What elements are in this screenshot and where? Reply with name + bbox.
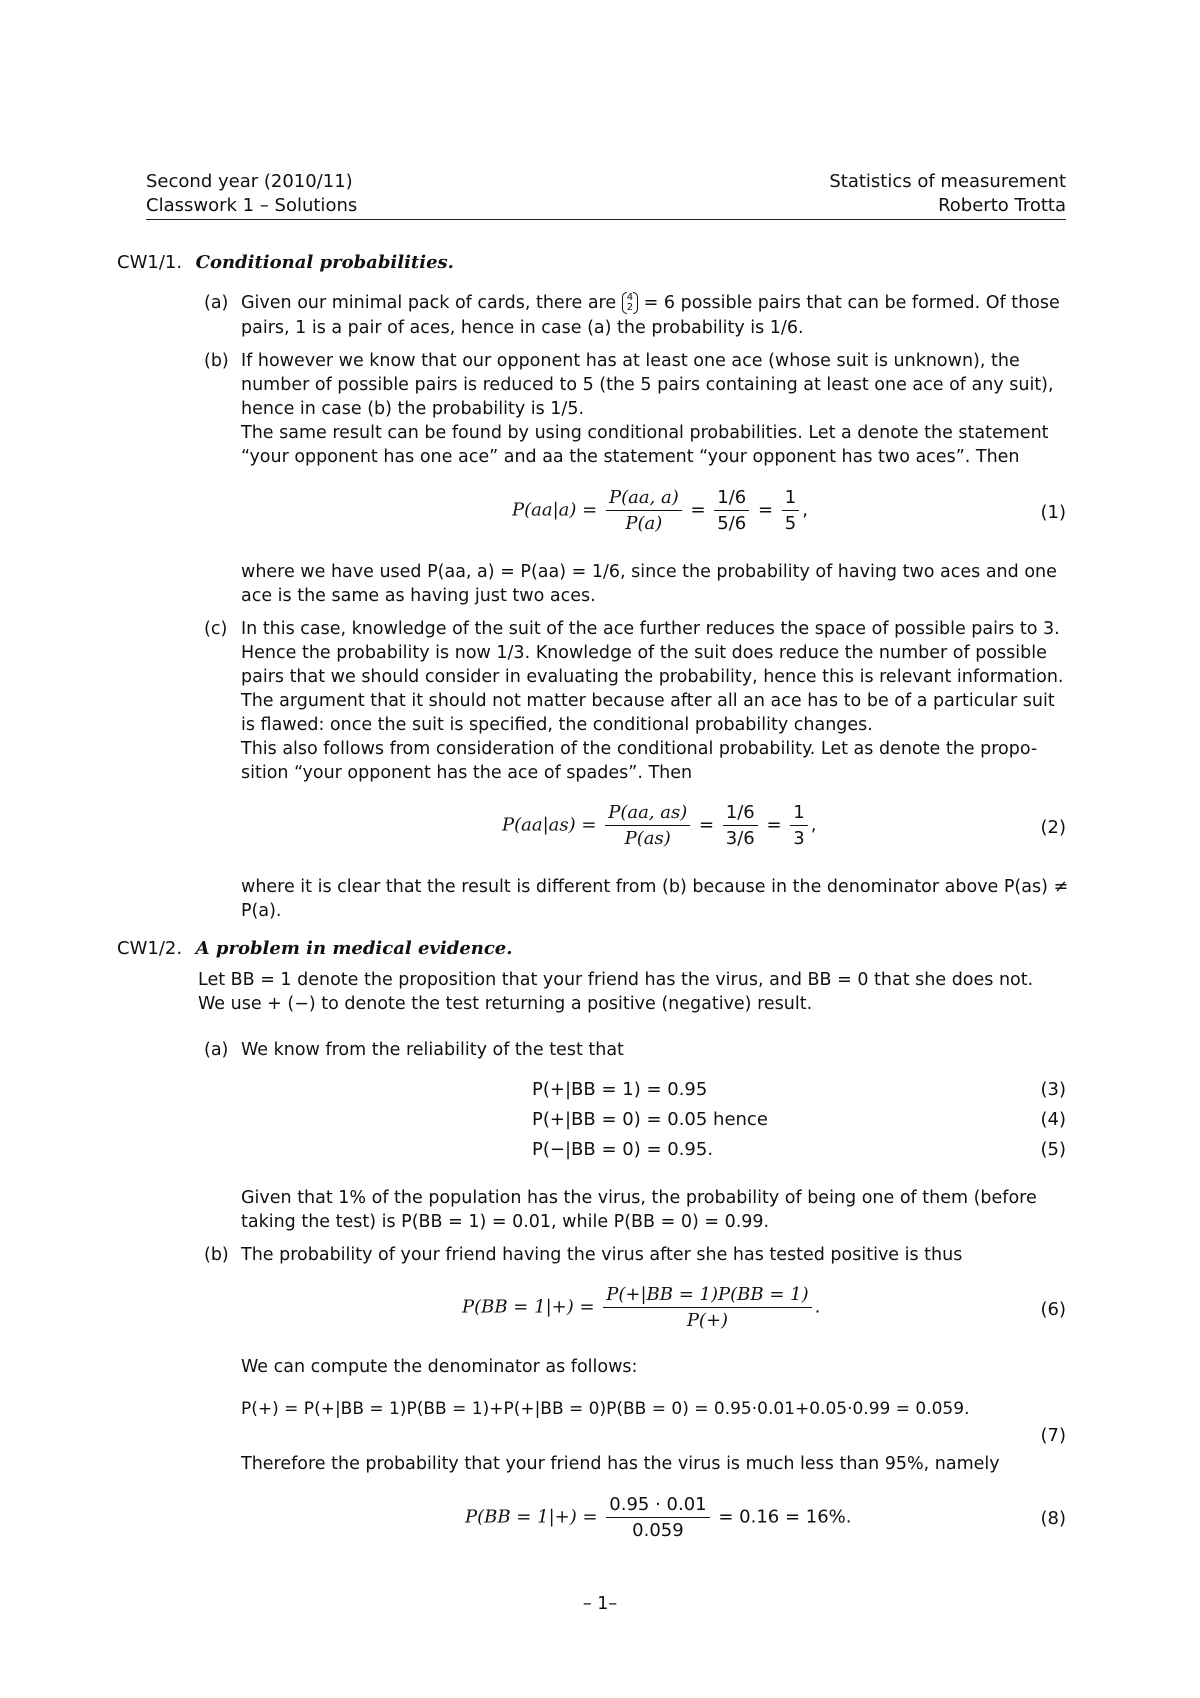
eq1-frac2-num: 1/6 [714, 487, 749, 511]
header-classwork: Classwork 1 – Solutions [146, 195, 358, 216]
eq2-frac3 [790, 802, 807, 849]
eq6-frac [603, 1284, 811, 1331]
equation-1-number: (1) [1040, 502, 1066, 523]
binom-top: 4 [626, 292, 634, 303]
equation-7: P(+) = P(+|BB = 1)P(BB = 1)+P(+|BB = 0)P(BB = 0) = 0.95·0.01+0.05·0.99 = 0.059. [241, 1399, 970, 1419]
eq8-frac-num: 0.95 · 0.01 [606, 1494, 709, 1518]
equation-1: P(aa|a) = $\frac{P(aa, a)}{P(a)}$ = $\frac{1/6}{5/6}$ = $\frac{1}{5}$ , [512, 487, 808, 534]
cw1-c-label: (c) [204, 619, 228, 639]
cw1-b-line5: “your opponent has one ace” and aa the statement “your opponent has two aces”. Then [241, 447, 1020, 467]
eq1-frac2-den: 5/6 [717, 513, 747, 534]
cw1-c-line5: is flawed: once the suit is specified, the conditional probability changes. [241, 715, 873, 735]
header-module: Statistics of measurement [829, 171, 1066, 192]
eq8-lhs: P(BB = 1|+) = [465, 1506, 598, 1528]
eq2-frac2-den: 3/6 [725, 828, 755, 849]
cw2-a-line1: We know from the reliability of the test that [241, 1040, 624, 1060]
cw1-c-line1: In this case, knowledge of the suit of the ace further reduces the space of possible pairs to 3. [241, 619, 1060, 639]
eq2-frac1-den: P(as) [624, 828, 671, 849]
equation-2: P(aa|as) = $\frac{P(aa, as)}{P(as)}$ = $\frac{1/6}{3/6}$ = $\frac{1}{3}$ , [502, 802, 817, 849]
cw1-c-line6: This also follows from consideration of the conditional probability. Let as denote the propo- [241, 739, 1038, 759]
equation-2-number: (2) [1040, 817, 1066, 838]
eq6-frac-den: P(+) [686, 1310, 729, 1331]
cw1-c-line4: The argument that it should not matter because after all an ace has to be of a particular suit [241, 691, 1055, 711]
cw2-a-label: (a) [204, 1040, 229, 1060]
equation-6-number: (6) [1040, 1299, 1066, 1320]
eq2-frac2 [723, 802, 758, 849]
cw1-b-line3: hence in case (b) the probability is 1/5. [241, 399, 585, 419]
cw2-b-line1: The probability of your friend having the virus after she has tested positive is thus [241, 1245, 963, 1265]
cw1-a-line1 [241, 291, 1060, 315]
cw2-heading [117, 937, 513, 961]
eq2-frac1 [605, 802, 690, 849]
eq2-lhs: P(aa|as) = [502, 814, 597, 836]
cw1-b-label: (b) [204, 351, 229, 371]
cw1-b-line2: number of possible pairs is reduced to 5 (the 5 pairs containing at least one ace of any suit), [241, 375, 1054, 395]
binom-bottom: 2 [626, 302, 634, 313]
header-author: Roberto Trotta [938, 195, 1066, 216]
eq6-frac-num: P(+|BB = 1)P(BB = 1) [603, 1284, 811, 1308]
binomial-coefficient [622, 293, 638, 313]
cw1-c-line3: pairs that we should consider in evaluating the probability, hence this is relevant information. [241, 667, 1064, 687]
equation-5-number: (5) [1040, 1139, 1066, 1160]
eq1-frac1-num: P(aa, a) [606, 487, 682, 511]
cw1-a-label: (a) [204, 293, 229, 313]
cw1-c-line7: sition “your opponent has the ace of spades”. Then [241, 763, 693, 783]
cw1-c-after1: where it is clear that the result is different from (b) because in the denominator above P(as) ≠ [241, 877, 1069, 897]
header-rule [146, 219, 1066, 220]
eq1-frac1 [606, 487, 682, 534]
equation-4-number: (4) [1040, 1109, 1066, 1130]
eq2-frac2-num: 1/6 [723, 802, 758, 826]
eq1-lhs: P(aa|a) = [512, 499, 598, 521]
cw2-b-label: (b) [204, 1245, 229, 1265]
cw2-label: CW1/2. [117, 938, 183, 959]
cw1-b-after2: ace is the same as having just two aces. [241, 586, 596, 606]
cw1-a-line2: pairs, 1 is a pair of aces, hence in case (a) the probability is 1/6. [241, 318, 804, 338]
cw1-a-text-post: = 6 possible pairs that can be formed. Of those [643, 293, 1060, 313]
eq2-frac1-num: P(aa, as) [605, 802, 690, 826]
eq1-frac3 [782, 487, 799, 534]
equation-8-number: (8) [1040, 1508, 1066, 1529]
cw1-c-after2: P(a). [241, 901, 282, 921]
cw2-intro2: We use + (−) to denote the test returning a positive (negative) result. [198, 994, 813, 1014]
eq8-frac-den: 0.059 [632, 1520, 684, 1541]
eq1-frac1-den: P(a) [625, 513, 663, 534]
eq8-rhs: = 0.16 = 16%. [718, 1506, 852, 1528]
equation-3-number: (3) [1040, 1079, 1066, 1100]
cw1-b-after1: where we have used P(aa, a) = P(aa) = 1/6, since the probability of having two aces and one [241, 562, 1057, 582]
equation-6: P(BB = 1|+) = $\frac{P(+|BB = 1)P(BB = 1)}{P(+)}$ . [462, 1284, 821, 1331]
eq1-frac3-den: 5 [784, 513, 797, 534]
cw2-intro1: Let BB = 1 denote the proposition that your friend has the virus, and BB = 0 that she does not. [198, 970, 1034, 990]
equation-5: P(−|BB = 0) = 0.95. [532, 1139, 714, 1160]
eq1-frac3-num: 1 [782, 487, 799, 511]
eq8-frac [606, 1494, 709, 1541]
eq2-frac3-num: 1 [790, 802, 807, 826]
cw1-c-line2: Hence the probability is now 1/3. Knowledge of the suit does reduce the number of possible [241, 643, 1047, 663]
cw2-title: A problem in medical evidence. [195, 938, 513, 959]
cw1-a-text-pre: Given our minimal pack of cards, there are [241, 293, 617, 313]
equation-8 [465, 1494, 851, 1541]
cw1-heading [117, 251, 454, 275]
eq2-frac3-den: 3 [793, 828, 805, 849]
cw1-b-line1: If however we know that our opponent has at least one ace (whose suit is unknown), the [241, 351, 1020, 371]
cw2-b-line3: Therefore the probability that your friend has the virus is much less than 95%, namely [241, 1454, 1000, 1474]
cw2-a-after2: taking the test) is P(BB = 1) = 0.01, while P(BB = 0) = 0.99. [241, 1212, 770, 1232]
cw1-title: Conditional probabilities. [195, 252, 454, 273]
page-number: – 1– [582, 1594, 618, 1614]
eq1-frac2 [714, 487, 749, 534]
equation-3: P(+|BB = 1) = 0.95 [532, 1079, 708, 1100]
cw1-b-line4: The same result can be found by using conditional probabilities. Let a denote the statement [241, 423, 1049, 443]
cw1-label: CW1/1. [117, 252, 183, 273]
eq6-lhs: P(BB = 1|+) = [462, 1296, 595, 1318]
header-course: Second year (2010/11) [146, 171, 353, 192]
cw2-b-line2: We can compute the denominator as follows: [241, 1357, 638, 1377]
cw2-a-after1: Given that 1% of the population has the virus, the probability of being one of them (before [241, 1188, 1037, 1208]
equation-4: P(+|BB = 0) = 0.05 hence [532, 1109, 768, 1130]
equation-7-number: (7) [1040, 1425, 1066, 1446]
